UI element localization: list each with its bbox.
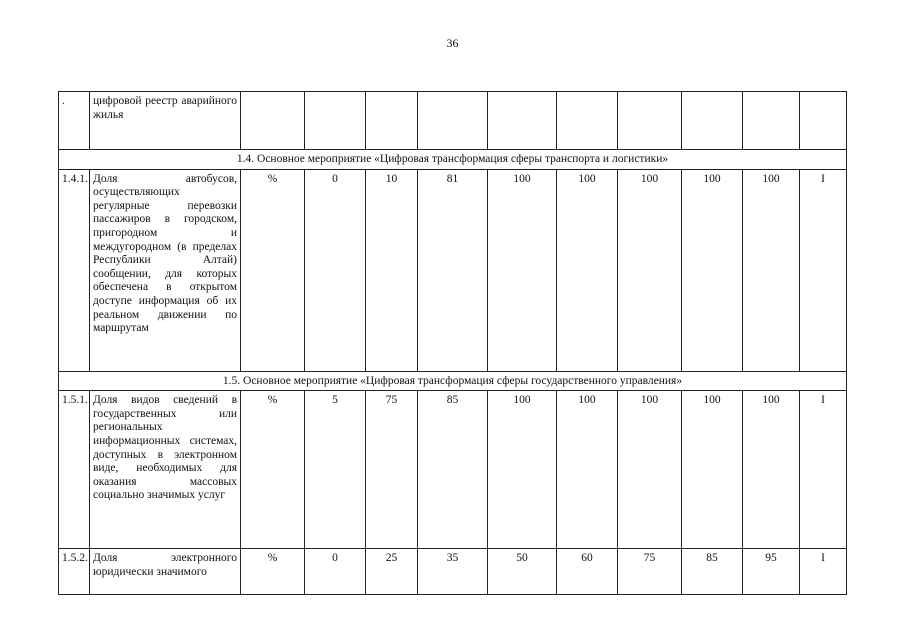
value-cell bbox=[488, 92, 557, 150]
indicator-name: Доля электронного юридически значимого bbox=[90, 549, 241, 595]
value-cell bbox=[366, 92, 418, 150]
indicator-name: Доля автобусов, осуществляющих регулярные перевозки пассажиров в городском, пригородном и междугородном (в пределах Республики Алтай) сообщении, для которых обеспечена в открытом доступе информация об их реальном движении по маршрутам bbox=[90, 169, 241, 371]
unit-cell bbox=[241, 92, 305, 150]
value-cell: 50 bbox=[488, 549, 557, 595]
value-cell: 85 bbox=[418, 391, 488, 549]
last-cell: I bbox=[800, 549, 847, 595]
value-cell: 100 bbox=[743, 169, 800, 371]
value-cell bbox=[682, 92, 743, 150]
value-cell: 95 bbox=[743, 549, 800, 595]
unit-cell: % bbox=[241, 169, 305, 371]
row-index: 1.5.1. bbox=[59, 391, 90, 549]
value-cell bbox=[618, 92, 682, 150]
table-row bbox=[59, 391, 847, 549]
value-cell: 5 bbox=[305, 391, 366, 549]
value-cell: 81 bbox=[418, 169, 488, 371]
section-row bbox=[59, 150, 847, 170]
value-cell: 10 bbox=[366, 169, 418, 371]
table-row bbox=[59, 549, 847, 595]
last-cell: I bbox=[800, 169, 847, 371]
value-cell bbox=[418, 92, 488, 150]
last-cell: I bbox=[800, 391, 847, 549]
page-number: 36 bbox=[446, 36, 459, 50]
value-cell: 100 bbox=[743, 391, 800, 549]
indicator-name: Доля видов сведений в государственных или региональных информационных системах, доступных в электронном виде, необходимых для оказания массовых социально значимых услуг bbox=[90, 391, 241, 549]
value-cell: 100 bbox=[488, 391, 557, 549]
value-cell: 35 bbox=[418, 549, 488, 595]
value-cell bbox=[305, 92, 366, 150]
value-cell: 60 bbox=[557, 549, 618, 595]
section-title: 1.5. Основное мероприятие «Цифровая трансформация сферы государственного управления» bbox=[59, 371, 847, 391]
row-index: . bbox=[59, 92, 90, 150]
unit-cell: % bbox=[241, 391, 305, 549]
table-row bbox=[59, 169, 847, 371]
section-row bbox=[59, 371, 847, 391]
value-cell: 100 bbox=[557, 391, 618, 549]
value-cell: 25 bbox=[366, 549, 418, 595]
value-cell: 100 bbox=[557, 169, 618, 371]
indicator-name: цифровой реестр аварийного жилья bbox=[90, 92, 241, 150]
value-cell: 75 bbox=[618, 549, 682, 595]
value-cell: 75 bbox=[366, 391, 418, 549]
value-cell: 0 bbox=[305, 169, 366, 371]
row-index: 1.5.2. bbox=[59, 549, 90, 595]
value-cell: 100 bbox=[488, 169, 557, 371]
value-cell bbox=[557, 92, 618, 150]
value-cell: 100 bbox=[682, 169, 743, 371]
value-cell bbox=[743, 92, 800, 150]
value-cell: 100 bbox=[618, 169, 682, 371]
value-cell: 85 bbox=[682, 549, 743, 595]
section-title: 1.4. Основное мероприятие «Цифровая трансформация сферы транспорта и логистики» bbox=[59, 150, 847, 170]
value-cell: 0 bbox=[305, 549, 366, 595]
value-cell: 100 bbox=[682, 391, 743, 549]
value-cell: 100 bbox=[618, 391, 682, 549]
row-index: 1.4.1. bbox=[59, 169, 90, 371]
table-row bbox=[59, 92, 847, 150]
indicators-table bbox=[58, 91, 847, 595]
unit-cell: % bbox=[241, 549, 305, 595]
last-cell bbox=[800, 92, 847, 150]
